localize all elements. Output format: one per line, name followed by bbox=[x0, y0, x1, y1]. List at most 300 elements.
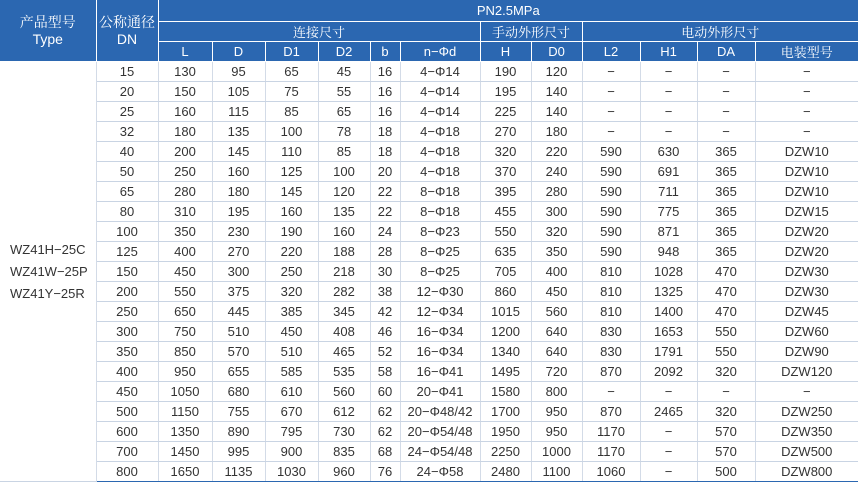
table-cell: 570 bbox=[212, 342, 265, 362]
table-cell: 1100 bbox=[531, 462, 582, 482]
table-cell: 250 bbox=[265, 262, 318, 282]
table-cell: 240 bbox=[531, 162, 582, 182]
table-cell: 470 bbox=[697, 282, 755, 302]
table-cell: 640 bbox=[531, 342, 582, 362]
table-cell: 650 bbox=[158, 302, 212, 322]
table-cell: 870 bbox=[582, 402, 640, 422]
table-cell: 775 bbox=[640, 202, 697, 222]
table-row bbox=[0, 162, 858, 182]
table-cell: 365 bbox=[697, 202, 755, 222]
table-cell: 320 bbox=[531, 222, 582, 242]
table-cell: 450 bbox=[158, 262, 212, 282]
table-row bbox=[0, 302, 858, 322]
table-cell: 218 bbox=[318, 262, 370, 282]
table-cell: 2092 bbox=[640, 362, 697, 382]
table-cell: 16 bbox=[370, 62, 400, 82]
table-cell: 8−Φ18 bbox=[400, 182, 480, 202]
table-cell: 408 bbox=[318, 322, 370, 342]
table-cell: 270 bbox=[480, 122, 531, 142]
table-cell: 100 bbox=[265, 122, 318, 142]
table-cell: − bbox=[755, 62, 858, 82]
table-cell: 250 bbox=[158, 162, 212, 182]
table-cell: − bbox=[755, 102, 858, 122]
table-cell: 220 bbox=[265, 242, 318, 262]
table-cell: 270 bbox=[212, 242, 265, 262]
table-cell: 800 bbox=[531, 382, 582, 402]
dn-column-header bbox=[96, 0, 158, 62]
table-cell: 135 bbox=[212, 122, 265, 142]
table-cell: 28 bbox=[370, 242, 400, 262]
table-cell: 1135 bbox=[212, 462, 265, 482]
col-header-h: H bbox=[480, 42, 531, 62]
table-cell: 140 bbox=[531, 102, 582, 122]
table-cell: 900 bbox=[265, 442, 318, 462]
table-cell: 46 bbox=[370, 322, 400, 342]
table-cell: 810 bbox=[582, 262, 640, 282]
table-cell: − bbox=[640, 62, 697, 82]
table-cell: 55 bbox=[318, 82, 370, 102]
table-cell: 250 bbox=[96, 302, 158, 322]
table-cell: 2480 bbox=[480, 462, 531, 482]
table-body bbox=[0, 62, 858, 482]
table-cell: 810 bbox=[582, 302, 640, 322]
model-name: WZ41Y−25R bbox=[10, 285, 85, 301]
table-cell: 8−Φ25 bbox=[400, 242, 480, 262]
table-cell: − bbox=[582, 82, 640, 102]
table-cell: 2250 bbox=[480, 442, 531, 462]
table-cell: − bbox=[640, 422, 697, 442]
table-cell: − bbox=[697, 102, 755, 122]
table-cell: − bbox=[582, 122, 640, 142]
table-cell: 220 bbox=[531, 142, 582, 162]
table-cell: 720 bbox=[531, 362, 582, 382]
col-header-da: DA bbox=[697, 42, 755, 62]
table-row bbox=[0, 102, 858, 122]
table-cell: 750 bbox=[158, 322, 212, 342]
table-cell: DZW10 bbox=[755, 142, 858, 162]
table-cell: 300 bbox=[212, 262, 265, 282]
table-cell: 150 bbox=[96, 262, 158, 282]
table-cell: 590 bbox=[582, 202, 640, 222]
table-cell: 180 bbox=[531, 122, 582, 142]
table-cell: 700 bbox=[96, 442, 158, 462]
table-cell: 120 bbox=[531, 62, 582, 82]
table-cell: 282 bbox=[318, 282, 370, 302]
pressure-header: PN2.5MPa bbox=[158, 0, 858, 22]
table-cell: 350 bbox=[158, 222, 212, 242]
table-cell: 280 bbox=[531, 182, 582, 202]
table-cell: 500 bbox=[96, 402, 158, 422]
table-cell: 12−Φ30 bbox=[400, 282, 480, 302]
table-cell: − bbox=[755, 82, 858, 102]
col-header-d2: D2 bbox=[318, 42, 370, 62]
table-cell: − bbox=[697, 62, 755, 82]
table-cell: 350 bbox=[531, 242, 582, 262]
table-cell: 320 bbox=[697, 402, 755, 422]
table-cell: 190 bbox=[265, 222, 318, 242]
table-cell: 385 bbox=[265, 302, 318, 322]
table-cell: 871 bbox=[640, 222, 697, 242]
table-cell: 58 bbox=[370, 362, 400, 382]
table-cell: 450 bbox=[531, 282, 582, 302]
table-cell: 950 bbox=[531, 422, 582, 442]
table-cell: 145 bbox=[212, 142, 265, 162]
table-row bbox=[0, 222, 858, 242]
table-cell: 590 bbox=[582, 182, 640, 202]
table-row bbox=[0, 202, 858, 222]
table-cell: 345 bbox=[318, 302, 370, 322]
table-cell: 4−Φ14 bbox=[400, 102, 480, 122]
col-header-actuator-model: 电装型号 bbox=[755, 42, 858, 62]
table-cell: 4−Φ14 bbox=[400, 62, 480, 82]
table-cell: 470 bbox=[697, 302, 755, 322]
table-cell: 4−Φ18 bbox=[400, 162, 480, 182]
table-cell: DZW250 bbox=[755, 402, 858, 422]
table-cell: 85 bbox=[318, 142, 370, 162]
table-cell: DZW45 bbox=[755, 302, 858, 322]
table-cell: 8−Φ18 bbox=[400, 202, 480, 222]
table-cell: 20−Φ54/48 bbox=[400, 422, 480, 442]
table-cell: 510 bbox=[265, 342, 318, 362]
table-cell: 350 bbox=[96, 342, 158, 362]
table-cell: 25 bbox=[96, 102, 158, 122]
table-cell: 195 bbox=[480, 82, 531, 102]
model-name: WZ41W−25P bbox=[10, 263, 88, 279]
table-cell: 960 bbox=[318, 462, 370, 482]
type-label-en: Type bbox=[32, 30, 63, 47]
table-cell: 24 bbox=[370, 222, 400, 242]
table-cell: 1400 bbox=[640, 302, 697, 322]
table-cell: 830 bbox=[582, 342, 640, 362]
table-cell: 160 bbox=[158, 102, 212, 122]
table-cell: 4−Φ18 bbox=[400, 142, 480, 162]
table-cell: 100 bbox=[96, 222, 158, 242]
table-cell: 400 bbox=[158, 242, 212, 262]
table-cell: 195 bbox=[212, 202, 265, 222]
table-cell: 230 bbox=[212, 222, 265, 242]
table-row bbox=[0, 82, 858, 102]
table-cell: 950 bbox=[531, 402, 582, 422]
table-cell: 590 bbox=[582, 242, 640, 262]
table-cell: 1653 bbox=[640, 322, 697, 342]
table-cell: 630 bbox=[640, 142, 697, 162]
dn-label-en: DN bbox=[116, 30, 138, 47]
table-header bbox=[0, 0, 858, 62]
table-cell: 150 bbox=[158, 82, 212, 102]
table-cell: DZW90 bbox=[755, 342, 858, 362]
table-cell: 8−Φ23 bbox=[400, 222, 480, 242]
table-cell: 20 bbox=[370, 162, 400, 182]
table-cell: 640 bbox=[531, 322, 582, 342]
table-cell: − bbox=[697, 122, 755, 142]
table-cell: 76 bbox=[370, 462, 400, 482]
table-cell: 24−Φ54/48 bbox=[400, 442, 480, 462]
table-cell: 850 bbox=[158, 342, 212, 362]
table-cell: 95 bbox=[212, 62, 265, 82]
table-row bbox=[0, 402, 858, 422]
table-cell: 365 bbox=[697, 182, 755, 202]
type-label-cn: 产品型号 bbox=[19, 13, 76, 30]
table-cell: DZW20 bbox=[755, 242, 858, 262]
table-cell: DZW500 bbox=[755, 442, 858, 462]
table-cell: DZW20 bbox=[755, 222, 858, 242]
table-cell: 65 bbox=[96, 182, 158, 202]
table-cell: 22 bbox=[370, 182, 400, 202]
table-row bbox=[0, 242, 858, 262]
table-cell: DZW30 bbox=[755, 282, 858, 302]
table-cell: 400 bbox=[531, 262, 582, 282]
table-cell: 190 bbox=[480, 62, 531, 82]
table-cell: 950 bbox=[158, 362, 212, 382]
table-cell: 365 bbox=[697, 242, 755, 262]
table-cell: 65 bbox=[318, 102, 370, 122]
table-cell: − bbox=[697, 382, 755, 402]
table-cell: − bbox=[640, 122, 697, 142]
table-cell: 730 bbox=[318, 422, 370, 442]
table-cell: 160 bbox=[212, 162, 265, 182]
table-cell: 800 bbox=[96, 462, 158, 482]
table-cell: DZW60 bbox=[755, 322, 858, 342]
table-cell: 550 bbox=[697, 322, 755, 342]
table-cell: 15 bbox=[96, 62, 158, 82]
table-cell: 225 bbox=[480, 102, 531, 122]
table-cell: 120 bbox=[318, 182, 370, 202]
table-cell: 835 bbox=[318, 442, 370, 462]
col-header-d1: D1 bbox=[265, 42, 318, 62]
table-row bbox=[0, 142, 858, 162]
table-cell: 590 bbox=[582, 162, 640, 182]
table-cell: 200 bbox=[96, 282, 158, 302]
table-row bbox=[0, 182, 858, 202]
table-cell: 125 bbox=[265, 162, 318, 182]
table-cell: 16 bbox=[370, 102, 400, 122]
table-cell: 320 bbox=[697, 362, 755, 382]
table-cell: DZW350 bbox=[755, 422, 858, 442]
table-cell: 395 bbox=[480, 182, 531, 202]
table-cell: 1450 bbox=[158, 442, 212, 462]
table-cell: 1030 bbox=[265, 462, 318, 482]
table-cell: 18 bbox=[370, 122, 400, 142]
table-cell: 1950 bbox=[480, 422, 531, 442]
table-cell: 550 bbox=[697, 342, 755, 362]
connection-group-header: 连接尺寸 bbox=[158, 22, 480, 42]
table-cell: DZW120 bbox=[755, 362, 858, 382]
table-cell: 560 bbox=[318, 382, 370, 402]
table-cell: 16 bbox=[370, 82, 400, 102]
col-header-h1: H1 bbox=[640, 42, 697, 62]
table-cell: 85 bbox=[265, 102, 318, 122]
table-cell: 188 bbox=[318, 242, 370, 262]
col-header-l: L bbox=[158, 42, 212, 62]
table-cell: 755 bbox=[212, 402, 265, 422]
table-cell: 400 bbox=[96, 362, 158, 382]
table-cell: 365 bbox=[697, 142, 755, 162]
table-cell: 585 bbox=[265, 362, 318, 382]
electric-group-header: 电动外形尺寸 bbox=[582, 22, 858, 42]
table-row bbox=[0, 342, 858, 362]
table-cell: 125 bbox=[96, 242, 158, 262]
table-cell: − bbox=[640, 82, 697, 102]
table-cell: 62 bbox=[370, 402, 400, 422]
table-cell: 22 bbox=[370, 202, 400, 222]
table-row bbox=[0, 322, 858, 342]
table-cell: 20−Φ48/42 bbox=[400, 402, 480, 422]
table-cell: 590 bbox=[582, 142, 640, 162]
table-cell: 20−Φ41 bbox=[400, 382, 480, 402]
table-cell: 140 bbox=[531, 82, 582, 102]
table-cell: 670 bbox=[265, 402, 318, 422]
table-cell: 4−Φ14 bbox=[400, 82, 480, 102]
table-cell: − bbox=[640, 382, 697, 402]
table-cell: 45 bbox=[318, 62, 370, 82]
table-cell: 810 bbox=[582, 282, 640, 302]
table-cell: 610 bbox=[265, 382, 318, 402]
model-type-cell bbox=[0, 62, 96, 482]
table-cell: 450 bbox=[265, 322, 318, 342]
table-cell: 16−Φ34 bbox=[400, 322, 480, 342]
dn-label-cn: 公称通径 bbox=[99, 13, 155, 30]
table-cell: 78 bbox=[318, 122, 370, 142]
table-cell: 612 bbox=[318, 402, 370, 422]
table-cell: − bbox=[697, 82, 755, 102]
table-cell: 365 bbox=[697, 222, 755, 242]
table-cell: 320 bbox=[480, 142, 531, 162]
table-cell: 600 bbox=[96, 422, 158, 442]
table-cell: 691 bbox=[640, 162, 697, 182]
table-cell: 300 bbox=[531, 202, 582, 222]
table-cell: 711 bbox=[640, 182, 697, 202]
table-cell: 320 bbox=[265, 282, 318, 302]
table-cell: 100 bbox=[318, 162, 370, 182]
table-cell: 160 bbox=[318, 222, 370, 242]
table-cell: 42 bbox=[370, 302, 400, 322]
table-cell: 655 bbox=[212, 362, 265, 382]
table-cell: DZW15 bbox=[755, 202, 858, 222]
table-cell: 8−Φ25 bbox=[400, 262, 480, 282]
table-cell: 1350 bbox=[158, 422, 212, 442]
table-cell: − bbox=[640, 442, 697, 462]
table-cell: 65 bbox=[265, 62, 318, 82]
table-cell: DZW10 bbox=[755, 162, 858, 182]
table-cell: 200 bbox=[158, 142, 212, 162]
table-cell: − bbox=[755, 122, 858, 142]
table-cell: 50 bbox=[96, 162, 158, 182]
table-cell: 1325 bbox=[640, 282, 697, 302]
table-cell: 62 bbox=[370, 422, 400, 442]
table-cell: 560 bbox=[531, 302, 582, 322]
table-row bbox=[0, 282, 858, 302]
table-row bbox=[0, 422, 858, 442]
table-cell: 1200 bbox=[480, 322, 531, 342]
table-cell: 1700 bbox=[480, 402, 531, 422]
table-cell: 75 bbox=[265, 82, 318, 102]
table-cell: 535 bbox=[318, 362, 370, 382]
table-cell: 180 bbox=[212, 182, 265, 202]
table-cell: 995 bbox=[212, 442, 265, 462]
table-cell: 18 bbox=[370, 142, 400, 162]
table-cell: DZW10 bbox=[755, 182, 858, 202]
table-cell: 830 bbox=[582, 322, 640, 342]
table-cell: 40 bbox=[96, 142, 158, 162]
table-cell: 1000 bbox=[531, 442, 582, 462]
table-cell: 130 bbox=[158, 62, 212, 82]
table-cell: 68 bbox=[370, 442, 400, 462]
table-cell: 1060 bbox=[582, 462, 640, 482]
table-cell: 550 bbox=[480, 222, 531, 242]
table-cell: − bbox=[582, 102, 640, 122]
table-cell: 795 bbox=[265, 422, 318, 442]
table-cell: 1170 bbox=[582, 422, 640, 442]
table-cell: 12−Φ34 bbox=[400, 302, 480, 322]
col-header-d0: D0 bbox=[531, 42, 582, 62]
col-header-d: D bbox=[212, 42, 265, 62]
table-cell: 550 bbox=[158, 282, 212, 302]
table-cell: 1650 bbox=[158, 462, 212, 482]
table-row bbox=[0, 122, 858, 142]
model-name: WZ41H−25C bbox=[10, 241, 86, 257]
table-cell: 860 bbox=[480, 282, 531, 302]
table-cell: − bbox=[640, 462, 697, 482]
table-cell: 1495 bbox=[480, 362, 531, 382]
table-cell: 465 bbox=[318, 342, 370, 362]
table-cell: 30 bbox=[370, 262, 400, 282]
table-cell: 1015 bbox=[480, 302, 531, 322]
table-row bbox=[0, 262, 858, 282]
col-header-l2: L2 bbox=[582, 42, 640, 62]
table-cell: 1170 bbox=[582, 442, 640, 462]
table-row bbox=[0, 442, 858, 462]
table-row bbox=[0, 62, 858, 82]
table-cell: 1050 bbox=[158, 382, 212, 402]
col-header-b: b bbox=[370, 42, 400, 62]
table-cell: 16−Φ41 bbox=[400, 362, 480, 382]
table-cell: 948 bbox=[640, 242, 697, 262]
table-cell: 470 bbox=[697, 262, 755, 282]
table-cell: 105 bbox=[212, 82, 265, 102]
table-cell: 160 bbox=[265, 202, 318, 222]
table-cell: 80 bbox=[96, 202, 158, 222]
table-cell: 24−Φ58 bbox=[400, 462, 480, 482]
table-cell: − bbox=[640, 102, 697, 122]
table-cell: 375 bbox=[212, 282, 265, 302]
table-cell: 180 bbox=[158, 122, 212, 142]
table-cell: 590 bbox=[582, 222, 640, 242]
table-cell: 1150 bbox=[158, 402, 212, 422]
table-cell: 680 bbox=[212, 382, 265, 402]
table-cell: 890 bbox=[212, 422, 265, 442]
table-cell: 365 bbox=[697, 162, 755, 182]
table-cell: 52 bbox=[370, 342, 400, 362]
table-cell: 38 bbox=[370, 282, 400, 302]
table-cell: 60 bbox=[370, 382, 400, 402]
table-cell: 280 bbox=[158, 182, 212, 202]
type-column-header bbox=[0, 0, 96, 62]
table-cell: 500 bbox=[697, 462, 755, 482]
table-cell: − bbox=[582, 382, 640, 402]
table-cell: 310 bbox=[158, 202, 212, 222]
table-cell: DZW800 bbox=[755, 462, 858, 482]
table-cell: 1580 bbox=[480, 382, 531, 402]
table-cell: − bbox=[755, 382, 858, 402]
table-cell: 115 bbox=[212, 102, 265, 122]
table-cell: 20 bbox=[96, 82, 158, 102]
table-cell: 705 bbox=[480, 262, 531, 282]
table-cell: 110 bbox=[265, 142, 318, 162]
table-cell: 145 bbox=[265, 182, 318, 202]
table-cell: 370 bbox=[480, 162, 531, 182]
table-cell: 570 bbox=[697, 442, 755, 462]
table-cell: 635 bbox=[480, 242, 531, 262]
